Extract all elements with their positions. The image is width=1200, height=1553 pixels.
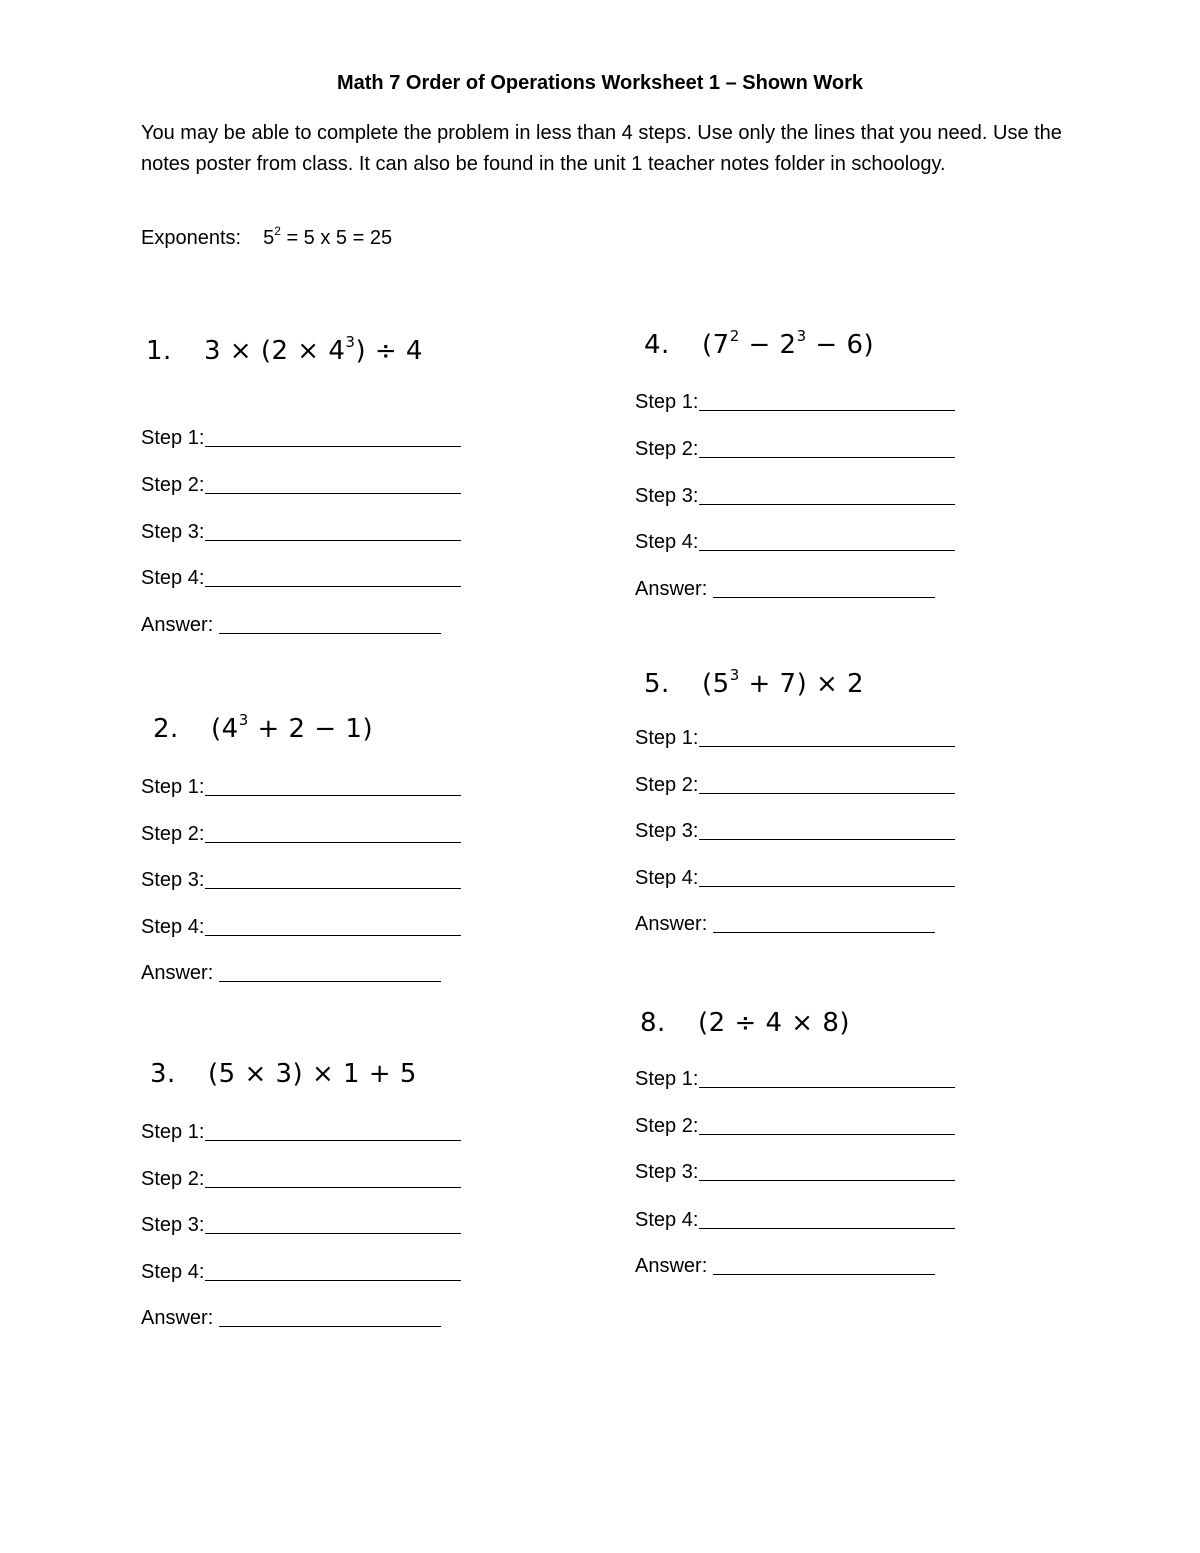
problem-1-number: 1. [146, 336, 172, 366]
step-3-row: Step 3: [141, 868, 461, 892]
step-4-line[interactable] [699, 1208, 955, 1229]
step-3-line[interactable] [205, 520, 461, 541]
exponent-power: 2 [274, 224, 281, 238]
problem-1 [141, 333, 423, 636]
step-1-line[interactable] [699, 390, 955, 411]
step-1-line[interactable] [205, 1120, 461, 1141]
step-1-line[interactable] [205, 426, 461, 447]
problem-4-number: 4. [644, 330, 670, 360]
step-2-line[interactable] [205, 822, 461, 843]
step-2-row: Step 2: [635, 773, 955, 797]
step-2-row: Step 2: [141, 1167, 461, 1191]
step-1-line[interactable] [699, 726, 955, 747]
step-1-row: Step 1: [141, 1120, 461, 1144]
exponents-example [141, 224, 393, 250]
problem-8-expression: 8. (2 ÷ 4 × 8) [640, 1008, 851, 1038]
problem-2-expression: 2. $(4^3 + 2 - 1)$ [153, 711, 374, 744]
step-4-row: Step 4: [141, 1260, 461, 1284]
answer-row: Answer: [141, 613, 441, 637]
step-2-row: Step 2: [635, 437, 955, 461]
step-3-line[interactable] [699, 819, 955, 840]
step-3-line[interactable] [205, 868, 461, 889]
exponent-base: 5 [263, 227, 275, 249]
step-2-line[interactable] [205, 1167, 461, 1188]
answer-row: Answer: [141, 961, 441, 985]
step-1-row: Step 1: [635, 390, 955, 414]
instructions: You may be able to complete the problem in less than 4 steps. Use only the lines that you need. Use the notes poster from class. It can also be found in the unit 1 teacher notes folder in schoology. [141, 122, 1062, 175]
step-4-row: Step 4: [635, 530, 955, 554]
problem-1-expression: 1. $3 \times (2 \times 4^3) \div 4$ [146, 333, 423, 366]
step-3-line[interactable] [699, 484, 955, 505]
step-1-line[interactable] [205, 775, 461, 796]
problem-3-number: 3. [150, 1059, 176, 1089]
step-2-row: Step 2: [141, 473, 461, 497]
step-1-row: Step 1: [635, 1067, 955, 1091]
problem-5 [635, 666, 865, 935]
step-4-line[interactable] [699, 530, 955, 551]
exponent-expansion: = 5 x 5 = 25 [280, 227, 393, 249]
problem-3-expression: 3. (5 × 3) × 1 + 5 [150, 1059, 417, 1089]
step-1-row: Step 1: [141, 775, 461, 799]
step-4-line[interactable] [205, 915, 461, 936]
answer-line[interactable] [713, 1254, 935, 1275]
answer-row: Answer: [635, 577, 935, 601]
problem-8-number: 8. [640, 1008, 666, 1038]
answer-line[interactable] [713, 912, 935, 933]
step-4-row: Step 4: [635, 866, 955, 890]
exponents-label: Exponents: [141, 227, 242, 249]
step-3-row: Step 3: [141, 1213, 461, 1237]
problem-3 [141, 1059, 417, 1329]
answer-row: Answer: [635, 912, 935, 936]
problem-4 [635, 327, 875, 600]
answer-line[interactable] [219, 1306, 441, 1327]
answer-line[interactable] [219, 613, 441, 634]
step-2-line[interactable] [699, 1114, 955, 1135]
step-3-line[interactable] [205, 1213, 461, 1234]
answer-line[interactable] [713, 577, 935, 598]
step-3-line[interactable] [699, 1160, 955, 1181]
step-2-line[interactable] [699, 773, 955, 794]
step-1-row: Step 1: [635, 726, 955, 750]
step-3-row: Step 3: [635, 1160, 955, 1184]
step-4-row: Step 4: [635, 1208, 955, 1232]
step-3-row: Step 3: [635, 484, 955, 508]
step-2-line[interactable] [699, 437, 955, 458]
step-4-row: Step 4: [141, 566, 461, 590]
step-4-line[interactable] [205, 566, 461, 587]
problem-5-expression: 5. $(5^3 + 7) \times 2$ [644, 666, 865, 699]
answer-line[interactable] [219, 961, 441, 982]
answer-row: Answer: [635, 1254, 935, 1278]
step-3-row: Step 3: [141, 520, 461, 544]
worksheet-title: Math 7 Order of Operations Worksheet 1 – Shown Work [336, 72, 864, 94]
problem-2 [141, 711, 374, 984]
step-3-row: Step 3: [635, 819, 955, 843]
step-2-row: Step 2: [635, 1114, 955, 1138]
step-1-row: Step 1: [141, 426, 461, 450]
step-2-line[interactable] [205, 473, 461, 494]
problem-5-number: 5. [644, 669, 670, 699]
step-2-row: Step 2: [141, 822, 461, 846]
answer-row: Answer: [141, 1306, 441, 1330]
problem-2-number: 2. [153, 714, 179, 744]
step-1-line[interactable] [699, 1067, 955, 1088]
step-4-row: Step 4: [141, 915, 461, 939]
problem-4-expression: 4. $(7^2 - 2^3 - 6)$ [644, 327, 875, 360]
step-4-line[interactable] [699, 866, 955, 887]
problem-8 [635, 1008, 851, 1277]
step-4-line[interactable] [205, 1260, 461, 1281]
